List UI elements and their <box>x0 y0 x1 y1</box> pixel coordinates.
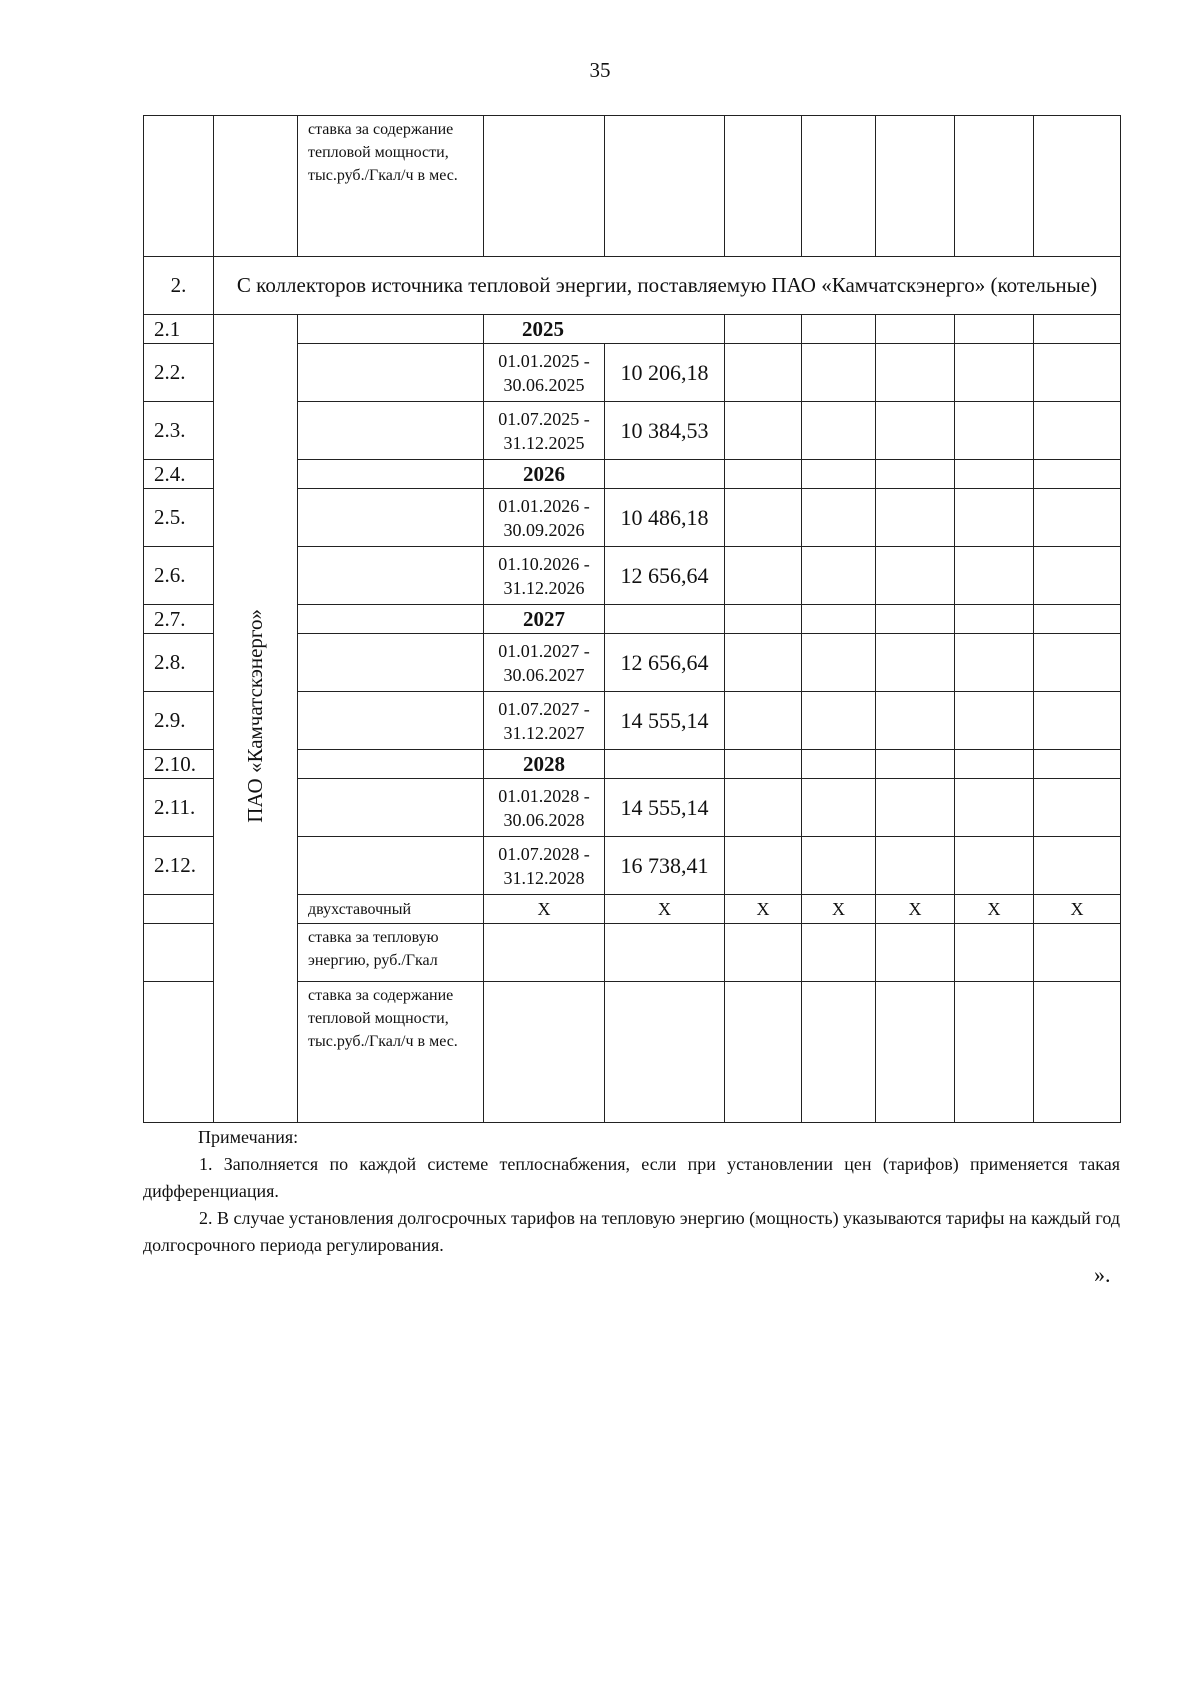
section-header-row <box>144 257 1121 315</box>
row-number: 2.11. <box>144 779 214 837</box>
period-label: 01.07.2025 - 31.12.2025 <box>484 402 605 460</box>
row-number: 2.8. <box>144 634 214 692</box>
tariff-value: 12 656,64 <box>605 634 725 692</box>
row-number: 2.7. <box>144 605 214 634</box>
row-number: 2.12. <box>144 837 214 895</box>
tariff-value: 16 738,41 <box>605 837 725 895</box>
period-label: 01.07.2028 - 31.12.2028 <box>484 837 605 895</box>
supplier-name: ПАО «Камчатскэнерго» <box>214 315 298 1123</box>
tariff-value: 10 384,53 <box>605 402 725 460</box>
year-label: 2025 <box>484 315 725 344</box>
x-mark: Х <box>1034 895 1121 924</box>
capacity-rate-row-top <box>144 116 1121 257</box>
tariff-value: 14 555,14 <box>605 779 725 837</box>
x-mark: Х <box>876 895 955 924</box>
tariff-value: 12 656,64 <box>605 547 725 605</box>
energy-rate-label: ставка за тепловую энергию, руб./Гкал <box>298 924 484 982</box>
row-number: 2.2. <box>144 344 214 402</box>
period-label: 01.01.2028 - 30.06.2028 <box>484 779 605 837</box>
note-item: 1. Заполняется по каждой системе теплоснабжения, если при установлении цен (тарифов) применяется такая дифференциация. <box>143 1154 1120 1201</box>
period-label: 01.10.2026 - 31.12.2026 <box>484 547 605 605</box>
notes <box>143 1124 1120 1259</box>
x-mark: Х <box>725 895 802 924</box>
row-number: 2.10. <box>144 750 214 779</box>
closing-quote: ». <box>1094 1262 1111 1287</box>
row-number: 2.5. <box>144 489 214 547</box>
row-number: 2.3. <box>144 402 214 460</box>
x-mark: Х <box>484 895 605 924</box>
period-label: 01.01.2025 - 30.06.2025 <box>484 344 605 402</box>
tariff-value: 14 555,14 <box>605 692 725 750</box>
capacity-rate-label: ставка за содержание тепловой мощности, тыс.руб./Гкал/ч в мес. <box>298 982 484 1123</box>
year-label: 2028 <box>484 750 605 779</box>
notes-header: Примечания: <box>198 1127 299 1147</box>
row-number: 2.9. <box>144 692 214 750</box>
tariff-value: 10 486,18 <box>605 489 725 547</box>
row-number: 2.4. <box>144 460 214 489</box>
row-number: 2.6. <box>144 547 214 605</box>
section-number: 2. <box>144 257 214 315</box>
period-label: 01.07.2027 - 31.12.2027 <box>484 692 605 750</box>
capacity-rate-label: ставка за содержание тепловой мощности, тыс.руб./Гкал/ч в мес. <box>298 116 484 257</box>
period-label: 01.01.2027 - 30.06.2027 <box>484 634 605 692</box>
note-item: 2. В случае установления долгосрочных тарифов на тепловую энергию (мощность) указываются тарифы на каждый год долгосрочного периода регулирования. <box>143 1208 1120 1255</box>
tariff-value: 10 206,18 <box>605 344 725 402</box>
period-label: 01.01.2026 - 30.09.2026 <box>484 489 605 547</box>
page-number: 35 <box>589 58 611 82</box>
row-number: 2.1 <box>144 315 214 344</box>
two-part-label: двухставочный <box>298 895 484 924</box>
x-mark: Х <box>802 895 876 924</box>
tariff-table <box>143 115 1121 1123</box>
x-mark: Х <box>955 895 1034 924</box>
section-title: С коллекторов источника тепловой энергии, поставляемую ПАО «Камчатскэнерго» (котельные) <box>214 257 1121 315</box>
year-label: 2026 <box>484 460 605 489</box>
x-mark: Х <box>605 895 725 924</box>
table-row <box>144 315 1121 344</box>
year-label: 2027 <box>484 605 605 634</box>
